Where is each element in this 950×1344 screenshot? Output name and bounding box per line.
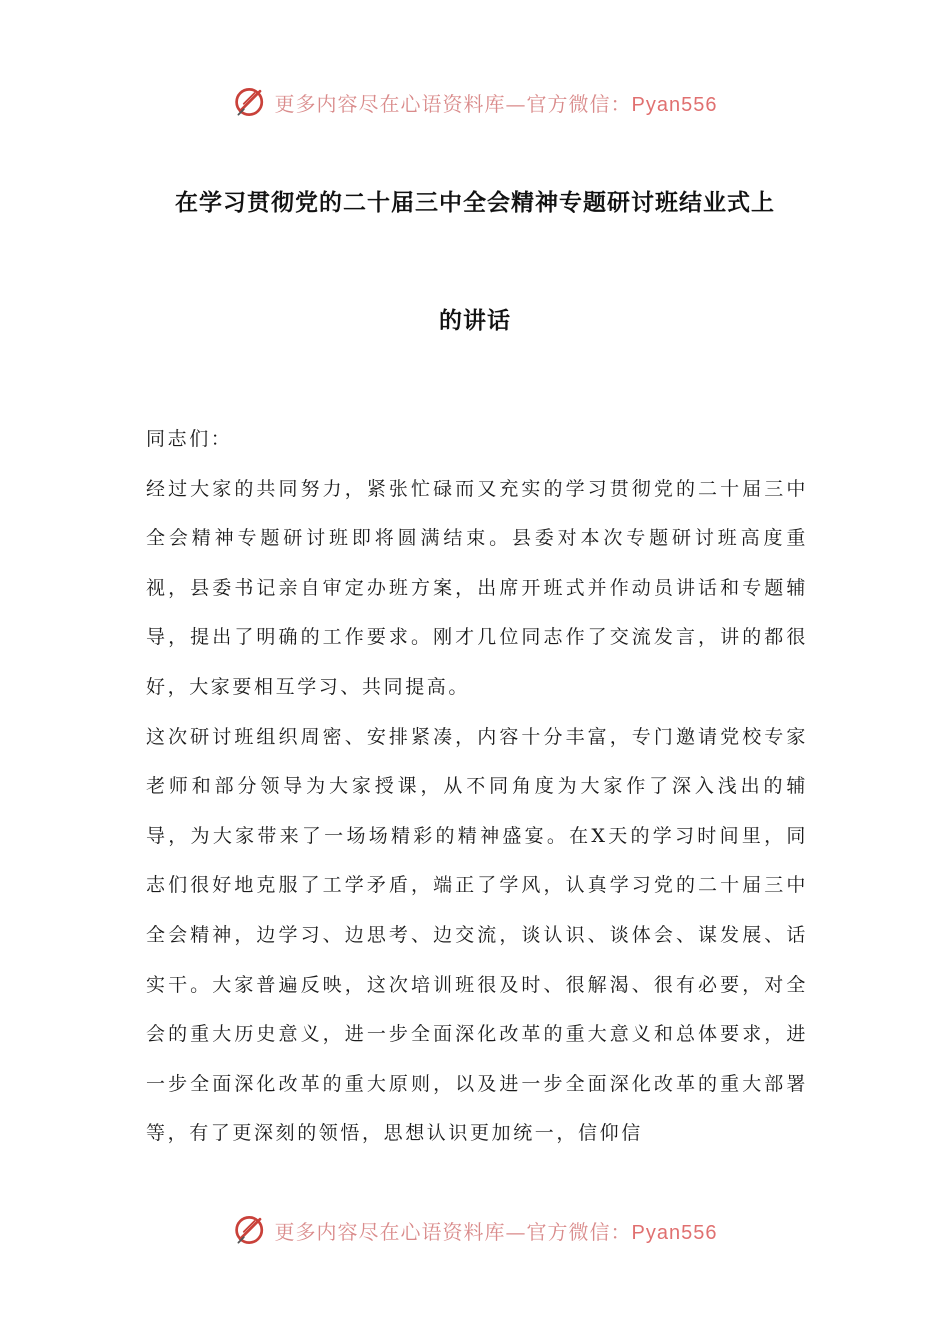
salutation: 同志们： xyxy=(146,428,233,450)
document-title-line1: 在学习贯彻党的二十届三中全会精神专题研讨班结业式上 xyxy=(175,190,775,216)
footer-banner xyxy=(0,1210,950,1250)
document-title-line2: 的讲话 xyxy=(439,308,511,334)
wechat-id: Pyan556 xyxy=(631,1221,718,1244)
banner-slogan: 更多内容尽在心语资料库—官方微信： xyxy=(274,1219,632,1244)
paragraph: 经过大家的共同努力，紧张忙碌而又充实的学习贯彻党的二十届三中全会精神专题研讨班即将圆满结束。县委对本次专题研讨班高度重视，县委书记亲自审定办班方案，出席开班式并作动员讲话和专题辅导，提出了明确的工作要求。刚才几位同志作了交流发言，讲的都很好，大家要相互学习、共同提高。 xyxy=(146,477,808,698)
paragraph: 这次研讨班组织周密、安排紧凑，内容十分丰富，专门邀请党校专家老师和部分领导为大家授课，从不同角度为大家作了深入浅出的辅导，为大家带来了一场场精彩的精神盛宴。在X天的学习时间里，同志们很好地克服了工学矛盾，端正了学风，认真学习党的二十届三中全会精神，边学习、边思考、边交流，谈认识、谈体会、谋发展、话实干。大家普遍反映，这次培训班很及时、很解渴、很有必要，对全会的重大历史意义，进一步全面深化改革的重大意义和总体要求，进一步全面深化改革的重大原则，以及进一步全面深化改革的重大部署等，有了更深刻的领悟，思想认识更加统一，信仰信 xyxy=(146,725,808,1145)
wechat-id: Pyan556 xyxy=(631,93,718,116)
pen-logo-icon xyxy=(233,84,269,120)
banner-slogan: 更多内容尽在心语资料库—官方微信： xyxy=(274,91,632,116)
banner-text xyxy=(275,1216,718,1245)
banner-text xyxy=(275,88,718,117)
header-banner xyxy=(0,82,950,122)
pen-logo-icon xyxy=(233,1212,269,1248)
document-body xyxy=(146,415,808,1159)
